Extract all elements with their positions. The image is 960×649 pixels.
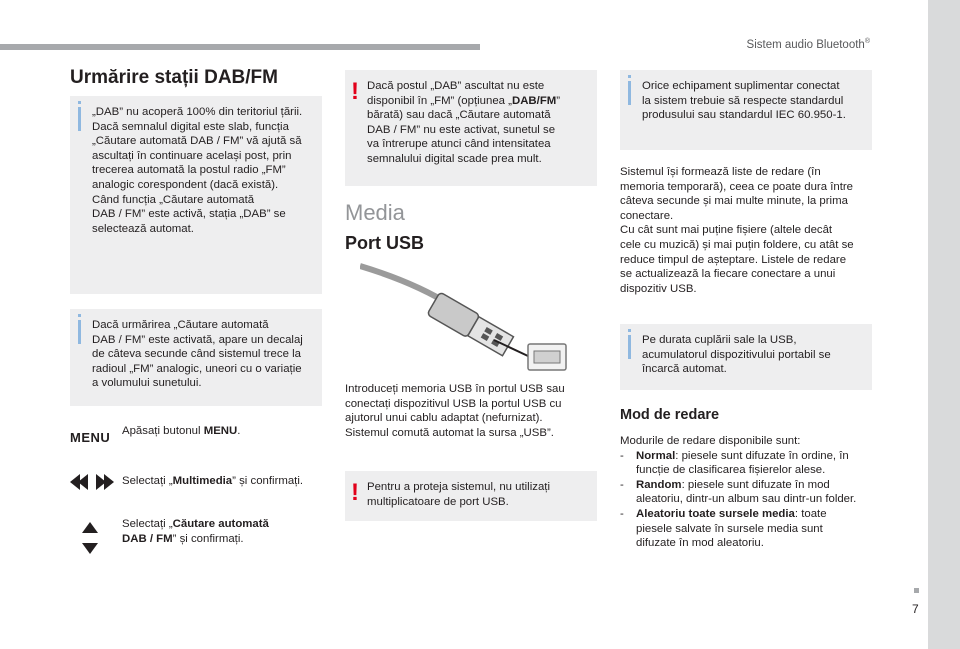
left-right-arrows-icon (70, 474, 114, 490)
page-number: 7 (912, 602, 919, 616)
menu-key-icon: MENU (70, 430, 111, 445)
list-item: - Normal: piesele sunt difuzate în ordine, în funcție de clasificarea fișierelor alese. (620, 449, 849, 477)
usb-instructions: Introduceți memoria USB în portul USB sau conectați dispozitivul USB la portul USB cu ajutorul unui cablu adaptat (nefurnizat). Sistemul comută automat la sursa „USB”. (345, 383, 565, 439)
playback-mode-heading: Mod de redare (620, 407, 720, 423)
playback-modes-list: Modurile de redare disponibile sunt: - Normal: piesele sunt difuzate în ordine, în funcție de clasificarea fișierelor alese. - Random: piesele sunt difuzate în mod aleatoriu, dintr-un album sau dintr-un folder. - Aleatoriu toate sursele media: toate piesele salvate în sursele media sunt difuzate în mod aleatoriu. (620, 434, 880, 551)
step-select-auto-search: Selectați „Căutare automată DAB / FM” și confirmați. (122, 518, 269, 545)
info-icon (628, 81, 631, 105)
info-icon (78, 320, 81, 344)
list-item: - Aleatoriu toate sursele media: toate piesele salvate în sursele media sunt difuzate în mod aleatoriu. (620, 507, 827, 550)
list-item: - Random: piesele sunt difuzate în mod aleatoriu, dintr-un album sau dintr-un folder. (620, 478, 857, 506)
page-side-strip (928, 0, 960, 649)
section-header: Sistem audio Bluetooth® (746, 38, 870, 51)
usb-port-heading: Port USB (345, 233, 425, 253)
info-box-standard: Orice echipament suplimentar conectat la sistem trebuie să respecte standardul produsului sau standardul IEC 60.950-1. (620, 70, 872, 150)
info-box-dab: „DAB” nu acoperă 100% din teritoriul țării. Dacă semnalul digital este slab, funcția „Căutare automată DAB / FM” vă ajută să ascultați în continuare același post, prin trecerea automată la postul radio „FM” analogic corespondent (dacă există). Când funcția „Căutare automată DAB / FM” este activă, stația „DAB” se selectează automat. (70, 96, 322, 294)
page-marker (914, 588, 919, 593)
step-select-multimedia: Selectați „Multimedia” și confirmați. (122, 475, 304, 487)
info-icon (628, 335, 631, 359)
warning-box-dab: ! Dacă postul „DAB” ascultat nu este disponibil în „FM” (opțiunea „DAB/FM” bărată) sau dacă „Căutare automată DAB / FM” nu este activat, sunetul se va întrerupe atunci când intensitatea semnalului digital scade prea mult. (345, 70, 597, 186)
header-bar (0, 44, 480, 50)
info-box-charging: Pe durata cuplării sale la USB, acumulatorul dispozitivului portabil se încarcă automat. (620, 324, 872, 390)
playlist-paragraph: Sistemul își formează liste de redare (în memoria temporară), ceea ce poate dura între câteva secunde și mai multe minute, la prima conectare. Cu cât sunt mai puține fișiere (altele decât cele cu muzică) și mai puțin foldere, cu atât se reduce timpul de așteptare. Listele de redare se actualizează la fiecare conectare a unui dispozitiv USB. (620, 166, 854, 295)
info-icon (78, 107, 81, 131)
usb-plug-illustration (360, 260, 572, 372)
warning-exclamation-icon: ! (351, 479, 359, 506)
info-box-delay: Dacă urmărirea „Căutare automată DAB / FM” este activată, apare un decalaj de câteva secunde când sistemul trece la radioul „FM” analogic, uneori cu o variație a volumului sunetului. (70, 309, 322, 406)
up-down-arrows-icon (82, 522, 98, 554)
warning-box-usb-hub: ! Pentru a proteja sistemul, nu utilizați multiplicatoare de port USB. (345, 471, 597, 521)
section-title-dab-fm: Urmărire stații DAB/FM (70, 67, 278, 88)
media-heading: Media (345, 200, 405, 225)
step-press-menu: Apăsați butonul MENU. (122, 425, 241, 437)
warning-exclamation-icon: ! (351, 78, 359, 105)
